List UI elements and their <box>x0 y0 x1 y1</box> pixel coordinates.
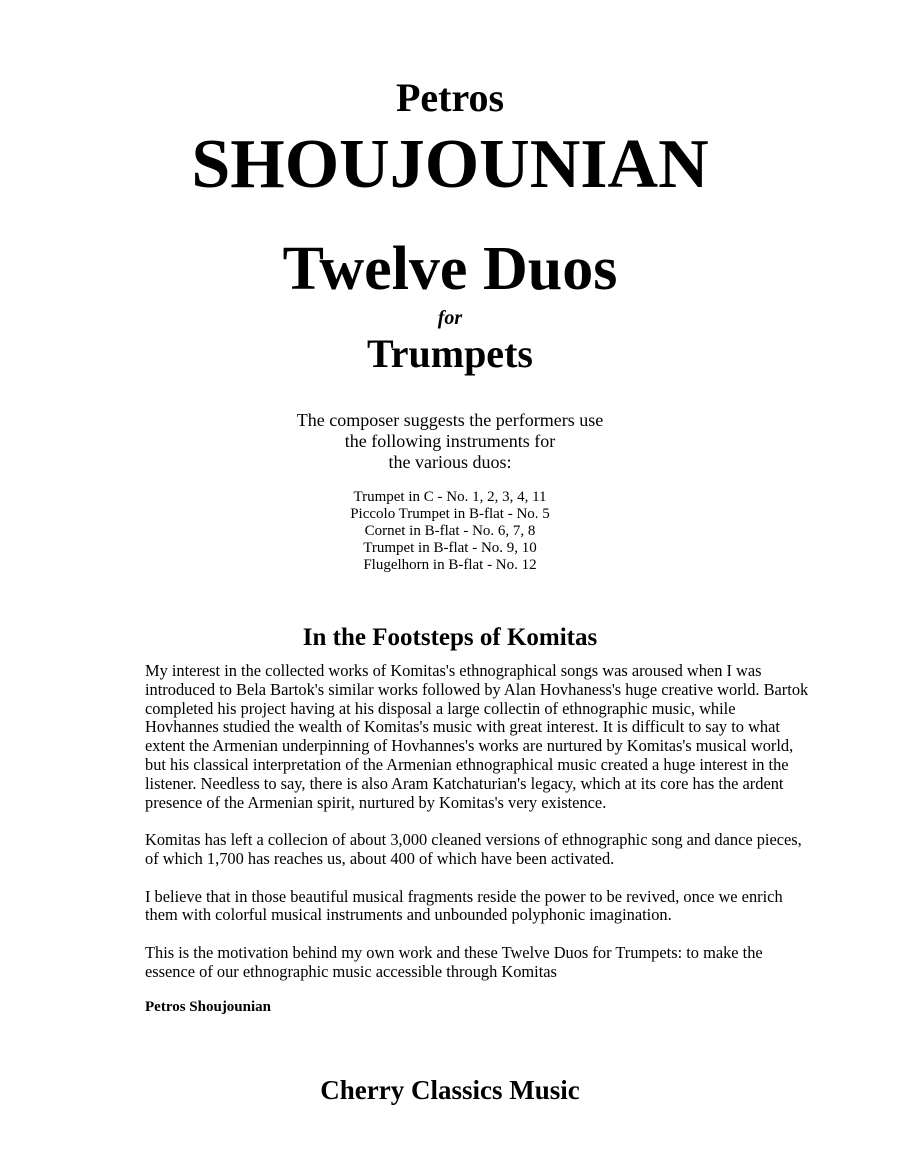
suggestion-line: the following instruments for <box>344 431 556 451</box>
suggestion-line: The composer suggests the performers use <box>296 410 604 430</box>
text-line: essence of our ethnographic music accessible through Komitas <box>145 961 557 981</box>
text-line: completed his project having at his disposal a large collectin of ethnographic music, while <box>145 698 736 718</box>
text-line: Komitas has left a collecion of about 3,000 cleaned versions of ethnographic song and dance pieces, <box>145 830 802 850</box>
text-line: but his classical interpretation of the Armenian ethnographical music created a huge interest in the <box>145 754 789 774</box>
text-line: them with colorful musical instruments and unbounded polyphonic imagination. <box>145 905 672 925</box>
preface-paragraph <box>145 662 815 812</box>
composer-suggestion <box>0 410 900 473</box>
instrument-item: Trumpet in C - No. 1, 2, 3, 4, 11 <box>353 489 547 505</box>
for-word: for <box>437 307 463 329</box>
work-title: Twelve Duos <box>282 235 618 303</box>
instrument-item: Piccolo Trumpet in B-flat - No. 5 <box>350 506 550 522</box>
instrument-item: Flugelhorn in B-flat - No. 12 <box>363 557 537 573</box>
composer-first-name: Petros <box>395 75 505 120</box>
text-line: presence of the Armenian spirit, nurtured by Komitas's very existence. <box>145 792 607 812</box>
text-line: This is the motivation behind my own work and these Twelve Duos for Trumpets: to make the <box>145 942 763 962</box>
text-line: listener. Needless to say, there is also Aram Katchaturian's legacy, which at its core has the ardent <box>145 773 784 793</box>
preface-paragraph <box>145 831 815 869</box>
text-line: Hovhannes studied the wealth of Komitas's music with great interest. It is difficult to say to what <box>145 717 780 737</box>
text-line: extent the Armenian underpinning of Hovhannes's works are nurtured by Komitas's musical world, <box>145 736 794 756</box>
composer-last-name: SHOUJOUNIAN <box>191 126 709 203</box>
preface-body <box>145 662 815 1000</box>
instrument-item: Trumpet in B-flat - No. 9, 10 <box>363 540 537 556</box>
text-line: introduced to Bela Bartok's similar works followed by Alan Hovhaness's huge creative world. Bartok <box>145 679 809 699</box>
section-heading: In the Footsteps of Komitas <box>302 624 598 651</box>
instrumentation-title: Trumpets <box>367 331 533 376</box>
publisher-name: Cherry Classics Music <box>320 1075 580 1105</box>
text-line: of which 1,700 has reaches us, about 400 of which have been activated. <box>145 848 615 868</box>
instrument-list <box>0 489 900 574</box>
text-line: My interest in the collected works of Komitas's ethnographical songs was aroused when I was <box>145 661 762 680</box>
preface-paragraph <box>145 944 815 982</box>
signature: Petros Shoujounian <box>145 999 272 1015</box>
preface-paragraph <box>145 888 815 926</box>
suggestion-line: the various duos: <box>388 452 512 472</box>
instrument-item: Cornet in B-flat - No. 6, 7, 8 <box>364 523 536 539</box>
text-line: I believe that in those beautiful musical fragments reside the power to be revived, once we enrich <box>145 886 783 906</box>
